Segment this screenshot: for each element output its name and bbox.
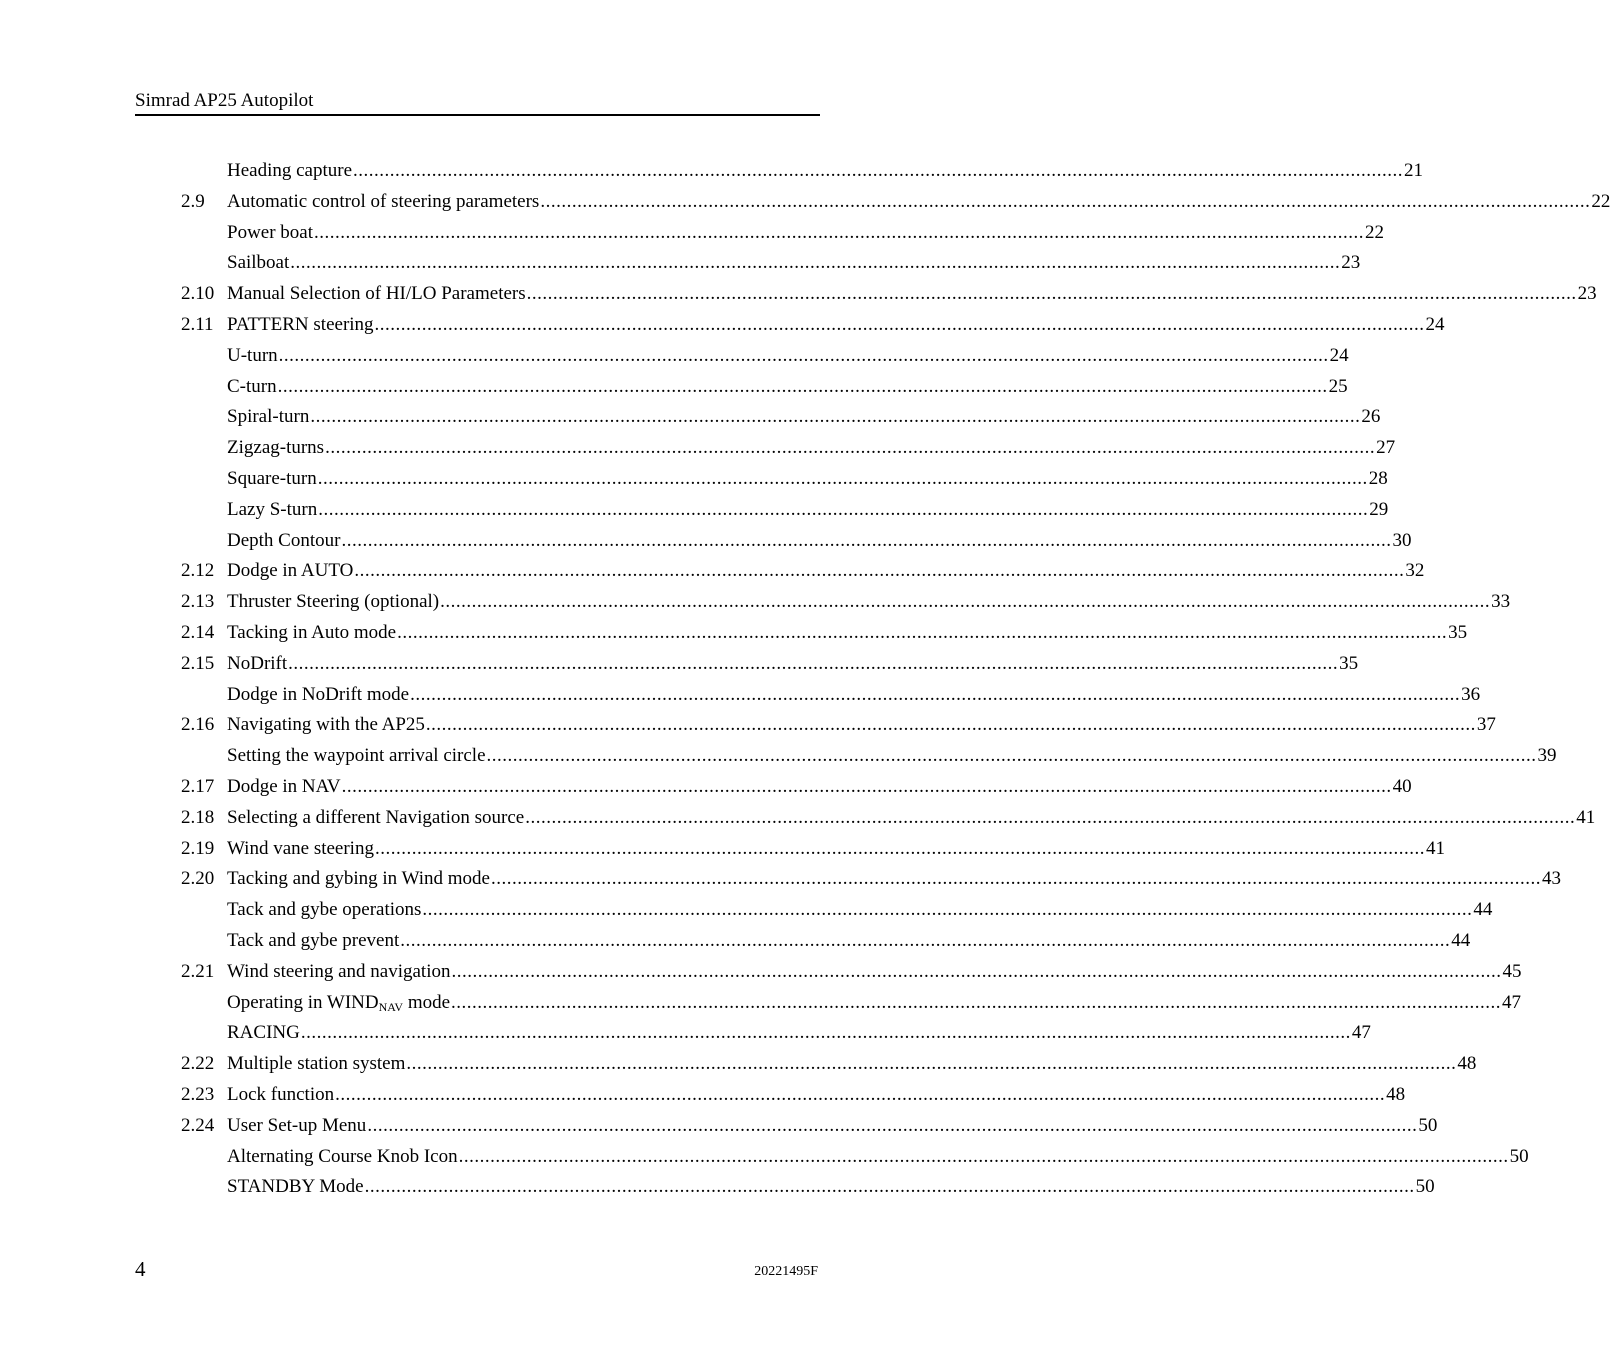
toc-dot-leader: ........................................................................................................................................................................................................ bbox=[341, 529, 1392, 551]
toc-entry-title-text: Power boat bbox=[227, 221, 314, 243]
toc-page-number: 47 bbox=[1502, 991, 1522, 1013]
toc-entry[interactable] bbox=[181, 864, 1561, 895]
toc-entry-title bbox=[227, 864, 490, 894]
toc-entry[interactable] bbox=[181, 1142, 1529, 1173]
toc-section-number: 2.12 bbox=[181, 560, 215, 582]
toc-entry-line bbox=[227, 895, 1493, 925]
toc-entry-title-text: NoDrift bbox=[227, 652, 288, 674]
toc-dot-leader: ........................................................................................................................................................................................................ bbox=[374, 837, 1425, 859]
toc-entry-title-text: Thruster Steering (optional) bbox=[227, 591, 440, 613]
toc-section-number: 2.13 bbox=[181, 591, 215, 613]
toc-entry-title-text: Tack and gybe prevent bbox=[227, 929, 400, 951]
toc-entry[interactable] bbox=[181, 710, 1496, 741]
toc-entry-title-text: Tacking and gybing in Wind mode bbox=[227, 868, 490, 890]
toc-page-number: 40 bbox=[1392, 775, 1412, 797]
toc-dot-leader: ........................................................................................................................................................................................................ bbox=[451, 960, 1502, 982]
toc-dot-leader: ........................................................................................................................................................................................................ bbox=[540, 190, 1591, 212]
toc-entry-title-text: C-turn bbox=[227, 375, 277, 397]
toc-section-number: 2.21 bbox=[181, 960, 215, 982]
toc-page-number: 29 bbox=[1369, 498, 1389, 520]
toc-entry-title bbox=[227, 587, 439, 617]
toc-page-number: 41 bbox=[1425, 837, 1445, 859]
toc-entry[interactable] bbox=[181, 495, 1389, 526]
toc-entry[interactable] bbox=[181, 1172, 1435, 1203]
toc-entry-title-subscript: NAV bbox=[378, 999, 404, 1014]
toc-entry-title-text: Operating in WIND bbox=[227, 991, 379, 1013]
toc-entry[interactable] bbox=[181, 526, 1412, 557]
toc-entry-line bbox=[227, 1080, 1406, 1110]
toc-entry-line bbox=[227, 988, 1522, 1018]
toc-entry-title-text: Lock function bbox=[227, 1083, 335, 1105]
toc-entry-line bbox=[227, 741, 1557, 771]
toc-entry-line bbox=[227, 834, 1445, 864]
toc-entry-title-text: Dodge in NAV bbox=[227, 775, 341, 797]
toc-entry-title bbox=[227, 803, 524, 833]
toc-entry-title bbox=[227, 156, 352, 186]
toc-dot-leader: ........................................................................................................................................................................................................ bbox=[300, 1022, 1351, 1044]
toc-dot-leader: ........................................................................................................................................................................................................ bbox=[277, 375, 1328, 397]
toc-entry-line bbox=[227, 464, 1388, 494]
toc-entry-line bbox=[227, 649, 1359, 679]
toc-entry-title bbox=[227, 649, 287, 679]
toc-entry-title-text: Depth Contour bbox=[227, 529, 341, 551]
toc-section-number: 2.22 bbox=[181, 1053, 215, 1075]
toc-dot-leader: ........................................................................................................................................................................................................ bbox=[314, 221, 1365, 243]
toc-entry[interactable] bbox=[181, 803, 1596, 834]
toc-entry-line bbox=[227, 926, 1471, 956]
page-header bbox=[135, 88, 820, 116]
toc-entry[interactable] bbox=[181, 1111, 1438, 1142]
toc-entry-line bbox=[227, 772, 1412, 802]
toc-dot-leader: ........................................................................................................................................................................................................ bbox=[400, 929, 1451, 951]
toc-page-number: 22 bbox=[1365, 221, 1385, 243]
toc-entry[interactable] bbox=[181, 834, 1445, 865]
toc-page-number: 32 bbox=[1405, 560, 1425, 582]
toc-entry-line bbox=[227, 402, 1381, 432]
toc-page-number: 50 bbox=[1415, 1176, 1435, 1198]
toc-page-number: 24 bbox=[1425, 313, 1445, 335]
toc-section-number: 2.23 bbox=[181, 1083, 215, 1105]
toc-entry[interactable] bbox=[181, 988, 1522, 1019]
toc-dot-leader: ........................................................................................................................................................................................................ bbox=[278, 344, 1329, 366]
toc-section-number: 2.11 bbox=[181, 313, 214, 335]
toc-entry-title bbox=[227, 772, 341, 802]
toc-entry[interactable] bbox=[181, 433, 1396, 464]
toc-entry-line bbox=[227, 1172, 1435, 1202]
toc-page-number: 33 bbox=[1491, 591, 1511, 613]
toc-section-number: 2.10 bbox=[181, 283, 215, 305]
toc-entry[interactable] bbox=[181, 1018, 1371, 1049]
toc-entry-title bbox=[227, 310, 374, 340]
toc-entry[interactable] bbox=[181, 957, 1522, 988]
toc-entry-title-suffix: mode bbox=[403, 991, 451, 1013]
toc-entry-title bbox=[227, 372, 277, 402]
toc-entry[interactable] bbox=[181, 156, 1424, 187]
toc-dot-leader: ........................................................................................................................................................................................................ bbox=[374, 313, 1425, 335]
toc-dot-leader: ........................................................................................................................................................................................................ bbox=[288, 652, 1339, 674]
toc-entry[interactable] bbox=[181, 187, 1610, 218]
toc-entry[interactable] bbox=[181, 341, 1349, 372]
table-of-contents bbox=[181, 156, 1610, 1203]
toc-entry-line bbox=[227, 279, 1597, 309]
toc-dot-leader: ........................................................................................................................................................................................................ bbox=[290, 252, 1341, 274]
toc-entry-title bbox=[227, 218, 313, 248]
toc-entry-title-text: Heading capture bbox=[227, 160, 353, 181]
toc-entry[interactable] bbox=[181, 772, 1412, 803]
toc-section-number: 2.16 bbox=[181, 714, 215, 736]
document-code: 20221495F bbox=[754, 1264, 818, 1279]
toc-page-number: 48 bbox=[1457, 1053, 1477, 1075]
toc-entry-line bbox=[227, 1049, 1477, 1079]
toc-entry-title bbox=[227, 710, 425, 740]
toc-entry-line bbox=[227, 710, 1496, 740]
toc-page-number: 43 bbox=[1542, 868, 1561, 890]
toc-entry-title bbox=[227, 680, 409, 710]
toc-section-number: 2.17 bbox=[181, 775, 215, 797]
toc-entry[interactable] bbox=[181, 618, 1468, 649]
toc-entry[interactable] bbox=[181, 556, 1425, 587]
toc-page-number: 45 bbox=[1502, 960, 1522, 982]
toc-entry-line bbox=[227, 310, 1445, 340]
toc-entry-title-text: RACING bbox=[227, 1022, 300, 1044]
toc-dot-leader: ........................................................................................................................................................................................................ bbox=[318, 498, 1369, 520]
toc-entry[interactable] bbox=[181, 372, 1348, 403]
toc-entry-line bbox=[227, 156, 1424, 186]
toc-page-number: 25 bbox=[1328, 375, 1348, 397]
toc-entry-line bbox=[227, 1111, 1438, 1141]
toc-entry-title bbox=[227, 279, 526, 309]
toc-entry-line bbox=[227, 1142, 1529, 1172]
toc-dot-leader: ........................................................................................................................................................................................................ bbox=[410, 683, 1461, 705]
toc-entry-line bbox=[227, 556, 1425, 586]
toc-entry-title bbox=[227, 926, 399, 956]
toc-entry-title-text: Lazy S-turn bbox=[227, 498, 318, 520]
toc-entry-line bbox=[227, 433, 1396, 463]
toc-page-number: 48 bbox=[1386, 1083, 1406, 1105]
toc-entry-title-text: STANDBY Mode bbox=[227, 1176, 364, 1198]
toc-section-number: 2.18 bbox=[181, 806, 215, 828]
toc-entry-title-text: Zigzag-turns bbox=[227, 437, 325, 459]
toc-entry[interactable] bbox=[181, 1080, 1406, 1111]
toc-entry-title bbox=[227, 495, 317, 525]
toc-entry-title-text: Navigating with the AP25 bbox=[227, 714, 425, 736]
toc-entry-title bbox=[227, 402, 309, 432]
toc-page-number: 28 bbox=[1368, 467, 1388, 489]
toc-dot-leader: ........................................................................................................................................................................................................ bbox=[325, 437, 1376, 459]
toc-entry-line bbox=[227, 187, 1610, 217]
toc-dot-leader: ........................................................................................................................................................................................................ bbox=[317, 467, 1368, 489]
toc-page-number: 35 bbox=[1448, 621, 1468, 643]
toc-section-number: 2.24 bbox=[181, 1114, 215, 1136]
toc-entry-title bbox=[227, 895, 421, 925]
toc-entry-title bbox=[227, 187, 539, 217]
toc-dot-leader: ........................................................................................................................................................................................................ bbox=[364, 1176, 1415, 1198]
toc-entry-title-text: Spiral-turn bbox=[227, 406, 310, 428]
toc-page-number: 23 bbox=[1341, 252, 1361, 274]
toc-page-number: 50 bbox=[1509, 1145, 1529, 1167]
toc-section-number: 2.9 bbox=[181, 190, 205, 212]
toc-entry-line bbox=[227, 618, 1468, 648]
toc-entry[interactable] bbox=[181, 279, 1597, 310]
toc-entry[interactable] bbox=[181, 218, 1385, 249]
toc-entry-title bbox=[227, 433, 324, 463]
toc-entry-title bbox=[227, 988, 450, 1018]
toc-entry-line bbox=[227, 587, 1511, 617]
toc-entry-title-text: PATTERN steering bbox=[227, 313, 374, 335]
toc-page-number: 22 bbox=[1591, 190, 1610, 212]
document-title: Simrad AP25 Autopilot bbox=[135, 90, 314, 111]
toc-entry-title-text: Setting the waypoint arrival circle bbox=[227, 745, 486, 767]
toc-entry-title bbox=[227, 1172, 364, 1202]
toc-entry-title bbox=[227, 341, 278, 371]
toc-dot-leader: ........................................................................................................................................................................................................ bbox=[526, 283, 1577, 305]
toc-entry-line bbox=[227, 680, 1481, 710]
toc-entry-title bbox=[227, 1049, 405, 1079]
toc-entry-title-text: Tacking in Auto mode bbox=[227, 621, 397, 643]
toc-entry[interactable] bbox=[181, 1049, 1477, 1080]
toc-entry-title-text: Wind steering and navigation bbox=[227, 960, 451, 982]
toc-dot-leader: ........................................................................................................................................................................................................ bbox=[335, 1083, 1386, 1105]
toc-page-number: 23 bbox=[1577, 283, 1597, 305]
toc-page-number: 26 bbox=[1361, 406, 1381, 428]
toc-entry-line bbox=[227, 372, 1348, 402]
toc-page-number: 21 bbox=[1404, 160, 1424, 181]
toc-entry[interactable] bbox=[181, 310, 1445, 341]
toc-entry-title bbox=[227, 1080, 334, 1110]
toc-entry-line bbox=[227, 957, 1522, 987]
toc-dot-leader: ........................................................................................................................................................................................................ bbox=[525, 806, 1576, 828]
toc-entry-title-text: Dodge in NoDrift mode bbox=[227, 683, 410, 705]
toc-entry-line bbox=[227, 864, 1561, 894]
toc-entry[interactable] bbox=[181, 587, 1511, 618]
toc-page-number: 24 bbox=[1329, 344, 1349, 366]
toc-entry-title-text: Dodge in AUTO bbox=[227, 560, 354, 582]
toc-dot-leader: ........................................................................................................................................................................................................ bbox=[486, 745, 1537, 767]
toc-page-number: 39 bbox=[1537, 745, 1557, 767]
toc-entry[interactable] bbox=[181, 402, 1381, 433]
toc-page-number: 27 bbox=[1376, 437, 1396, 459]
toc-dot-leader: ........................................................................................................................................................................................................ bbox=[353, 160, 1404, 181]
toc-entry-line bbox=[227, 495, 1389, 525]
toc-dot-leader: ........................................................................................................................................................................................................ bbox=[422, 899, 1473, 921]
toc-dot-leader: ........................................................................................................................................................................................................ bbox=[354, 560, 1405, 582]
toc-page-number: 41 bbox=[1576, 806, 1596, 828]
toc-entry[interactable] bbox=[181, 741, 1557, 772]
toc-entry[interactable] bbox=[181, 926, 1471, 957]
toc-entry-title bbox=[227, 248, 289, 278]
toc-entry-title bbox=[227, 1111, 366, 1141]
toc-entry[interactable] bbox=[181, 248, 1361, 279]
toc-dot-leader: ........................................................................................................................................................................................................ bbox=[425, 714, 1476, 736]
toc-entry-title-text: User Set-up Menu bbox=[227, 1114, 367, 1136]
toc-page-number: 37 bbox=[1476, 714, 1496, 736]
toc-page-number: 50 bbox=[1418, 1114, 1438, 1136]
toc-entry-line bbox=[227, 218, 1385, 248]
toc-entry-title bbox=[227, 1018, 300, 1048]
toc-entry-title-text: Wind vane steering bbox=[227, 837, 374, 859]
toc-entry-line bbox=[227, 1018, 1371, 1048]
toc-section-number: 2.19 bbox=[181, 837, 215, 859]
toc-dot-leader: ........................................................................................................................................................................................................ bbox=[341, 775, 1392, 797]
toc-dot-leader: ........................................................................................................................................................................................................ bbox=[397, 621, 1448, 643]
toc-entry-title-text: Manual Selection of HI/LO Parameters bbox=[227, 283, 526, 305]
toc-entry-title-text: U-turn bbox=[227, 344, 278, 366]
toc-entry-line bbox=[227, 526, 1412, 556]
toc-entry[interactable] bbox=[181, 895, 1493, 926]
toc-entry-line bbox=[227, 803, 1596, 833]
toc-dot-leader: ........................................................................................................................................................................................................ bbox=[491, 868, 1541, 890]
toc-page-number: 30 bbox=[1392, 529, 1412, 551]
toc-entry-title bbox=[227, 556, 353, 586]
toc-entry-title bbox=[227, 834, 374, 864]
toc-entry-title-text: Multiple station system bbox=[227, 1053, 406, 1075]
toc-entry-title bbox=[227, 464, 317, 494]
toc-section-number: 2.20 bbox=[181, 868, 215, 890]
toc-entry-title bbox=[227, 526, 340, 556]
toc-entry-title-text: Sailboat bbox=[227, 252, 290, 274]
toc-dot-leader: ........................................................................................................................................................................................................ bbox=[367, 1114, 1418, 1136]
toc-dot-leader: ........................................................................................................................................................................................................ bbox=[406, 1053, 1457, 1075]
toc-entry[interactable] bbox=[181, 680, 1481, 711]
toc-entry-line bbox=[227, 341, 1349, 371]
toc-entry[interactable] bbox=[181, 464, 1388, 495]
toc-entry[interactable] bbox=[181, 649, 1359, 680]
toc-entry-title bbox=[227, 957, 450, 987]
toc-page-number: 44 bbox=[1473, 899, 1493, 921]
toc-entry-title bbox=[227, 741, 486, 771]
toc-entry-line bbox=[227, 248, 1361, 278]
toc-entry-title bbox=[227, 618, 396, 648]
toc-dot-leader: ........................................................................................................................................................................................................ bbox=[458, 1145, 1509, 1167]
page-number: 4 bbox=[135, 1257, 146, 1281]
toc-section-number: 2.15 bbox=[181, 652, 215, 674]
toc-page-number: 36 bbox=[1461, 683, 1481, 705]
toc-entry-title bbox=[227, 1142, 458, 1172]
toc-page-number: 44 bbox=[1451, 929, 1471, 951]
toc-entry-title-text: Alternating Course Knob Icon bbox=[227, 1145, 458, 1167]
toc-entry-title-text: Selecting a different Navigation source bbox=[227, 806, 525, 828]
toc-dot-leader: ........................................................................................................................................................................................................ bbox=[440, 591, 1491, 613]
toc-entry-title-text: Tack and gybe operations bbox=[227, 899, 422, 921]
toc-entry-title-text: Automatic control of steering parameters bbox=[227, 190, 540, 212]
toc-page-number: 47 bbox=[1351, 1022, 1371, 1044]
toc-page-number: 35 bbox=[1339, 652, 1359, 674]
toc-entry-title-text: Square-turn bbox=[227, 467, 317, 489]
toc-dot-leader: ........................................................................................................................................................................................................ bbox=[451, 991, 1502, 1013]
toc-section-number: 2.14 bbox=[181, 621, 215, 643]
toc-dot-leader: ........................................................................................................................................................................................................ bbox=[310, 406, 1361, 428]
